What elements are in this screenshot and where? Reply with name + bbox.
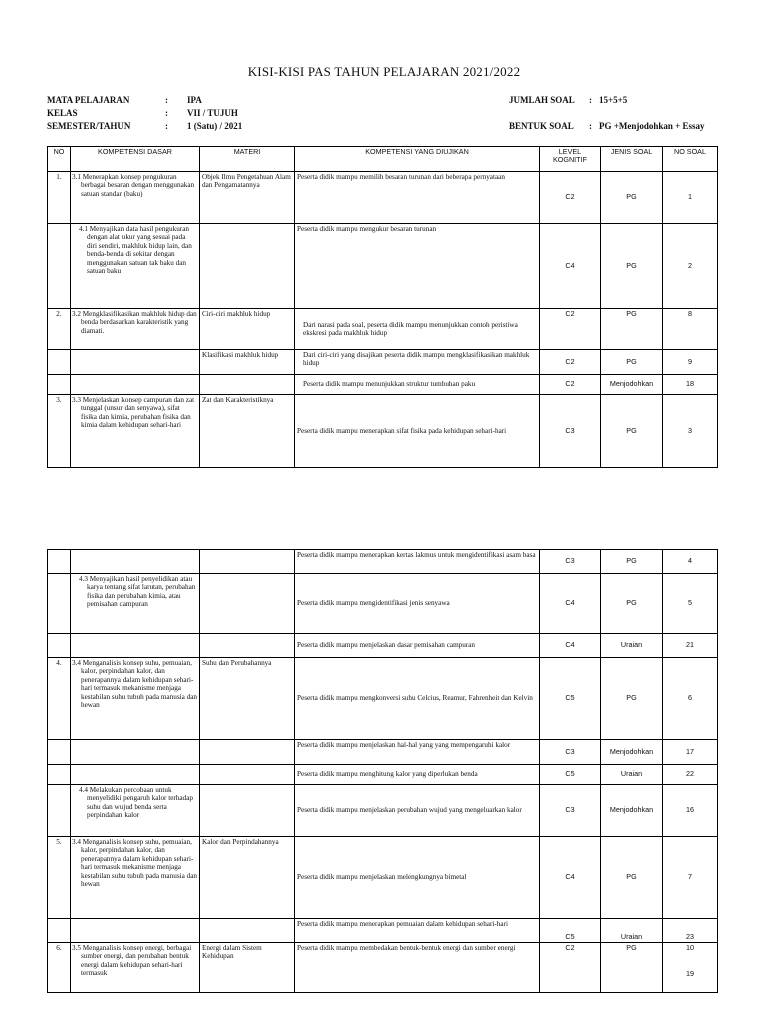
meta-right: JUMLAH SOAL : 15+5+5 BENTUK SOAL : PG +Menjodohkan + Essay (509, 95, 705, 131)
table-row: Peserta didik mampu menunjukkan struktur tumbuhan paku C2 Menjodohkan 18 (48, 375, 718, 395)
table-row: Peserta didik mampu menerapkan kertas lakmus untuk mengidentifikasi asam basa C3 PG 4 (48, 550, 718, 574)
meta-value: 1 (Satu) / 2021 (187, 121, 243, 131)
header-no-soal: NO SOAL (663, 147, 718, 172)
table-row: Peserta didik mampu menjelaskan hal-hal yang yang mempengaruhi kalor C3 Menjodohkan 17 (48, 740, 718, 765)
table-row: Peserta didik mampu menerapkan pemuaian dalam kehidupan sehari-hari C5 Uraian 23 (48, 919, 718, 943)
meta-label: KELAS (47, 108, 78, 118)
table-row: 6. 3.5 Menganalisis konsep energi, berbagai sumber energi, dan perubahan bentuk energi dalam kehidupan sehari-hari termasuk Energi dalam Sistem Kehidupan Peserta didik mampu membedakan bentuk-bentuk energi dan sumber energi C2 PG 10 19 (48, 943, 718, 993)
header-kompetensi-dasar: KOMPETENSI DASAR (71, 147, 200, 172)
meta-value: 15+5+5 (599, 95, 628, 105)
meta-label: MATA PELAJARAN (47, 95, 130, 105)
table-row: 4.1 Menyajikan data hasil pengukuran dengan alat ukur yang sesuai pada diri sendiri, makhluk hidup lain, dan benda-benda di sekitar dengan menggunakan satuan tak baku dan satuan baku Peserta didik mampu mengukur besaran turunan C4 PG 2 (48, 224, 718, 309)
document-title: KISI-KISI PAS TAHUN PELAJARAN 2021/2022 (247, 64, 521, 79)
table-row: 4.4 Melakukan percobaan untuk menyelidiki pengaruh kalor terhadap suhu dan wujud benda serta perpindahan kalor Peserta didik mampu menjelaskan perubahan wujud yang mengeluarkan kalor C3 Menjodohkan 16 (48, 785, 718, 837)
table-row: 5. 3.4 Menganalisis konsep suhu, pemuaian, kalor, perpindahan kalor, dan penerapannya dalam kehidupan sehari-hari termasuk mekanisme menjaga kestabilan suhu tubuh pada manusia dan hewan Kalor dan Perpindahannya Peserta didik mampu menjelaskan melengkungnya bimetal C4 PG 7 (48, 837, 718, 919)
grid-table-2 (47, 549, 718, 993)
header-level: LEVEL KOGNITIF (540, 147, 601, 172)
table-row: 1. 3.1 Menerapkan konsep pengukuran berbagai besaran dengan menggunakan satuan standar (baku) Objek Ilmu Pengetahuan Alam dan Pengamatannya Peserta didik mampu memilih besaran turunan dari beberapa pernyataan C2 PG 1 (48, 172, 718, 224)
meta-left: MATA PELAJARAN : IPA KELAS : VII / TUJUH SEMESTER/TAHUN : 1 (Satu) / 2021 (47, 95, 243, 131)
header-jenis: JENIS SOAL (601, 147, 663, 172)
grid-table-1 (47, 146, 718, 468)
table-row: Peserta didik mampu menjelaskan dasar pemisahan campuran C4 Uraian 21 (48, 634, 718, 658)
header-no: NO (48, 147, 71, 172)
header-materi: MATERI (200, 147, 295, 172)
no-soal-value: 19 (686, 969, 694, 979)
table-row: 3. 3.3 Menjelaskan konsep campuran dan zat tunggal (unsur dan senyawa), sifat fisika dan kimia, perubahan fisika dan kimia dalam kehidupan sehari-hari Zat dan Karakteristiknya Peserta didik mampu menerapkan sifat fisika pada kehidupan sehari-hari C3 PG 3 (48, 395, 718, 468)
table-row: 4.3 Menyajikan hasil penyelidikan atau karya tentang sifat larutan, perubahan fisika dan perubahan kimia, atau pemisahan campuran Peserta didik mampu mengidentifikasi jenis senyawa C4 PG 5 (48, 574, 718, 634)
meta-value: PG +Menjodohkan + Essay (599, 121, 705, 131)
table-row: 2. 3.2 Mengklasifikasikan makhluk hidup dan benda berdasarkan karakteristik yang diamati. Ciri-ciri makhluk hidup Dari narasi pada soal, peserta didik mampu menunjukkan contoh peristiwa ekskresi pada makhluk hidup C2 PG 8 (48, 309, 718, 350)
header-kompetensi-diujikan: KOMPETENSI YANG DIUJIKAN (295, 147, 540, 172)
no-soal-value: 10 (686, 943, 694, 952)
meta-label: JUMLAH SOAL (509, 95, 575, 105)
meta-label: BENTUK SOAL (509, 121, 574, 131)
meta-value: VII / TUJUH (187, 108, 238, 118)
table-row: 4. 3.4 Menganalisis konsep suhu, pemuaian, kalor, perpindahan kalor, dan penerapannya dalam kehidupan sehari-hari termasuk mekanisme menjaga kestabilan suhu tubuh pada manusia dan hewan Suhu dan Perubahannya Peserta didik mampu mengkonversi suhu Celcius, Reamur, Fahrenheit dan Kelvin C5 PG 6 (48, 658, 718, 740)
meta-label: SEMESTER/TAHUN (47, 121, 131, 131)
table-row: Klasifikasi makhluk hidup Dari ciri-ciri yang disajikan peserta didik mampu mengklasifikasikan makhluk hidup C2 PG 9 (48, 350, 718, 375)
table-row: Peserta didik mampu menghitung kalor yang diperlukan benda C5 Uraian 22 (48, 765, 718, 785)
meta-value: IPA (187, 95, 202, 105)
